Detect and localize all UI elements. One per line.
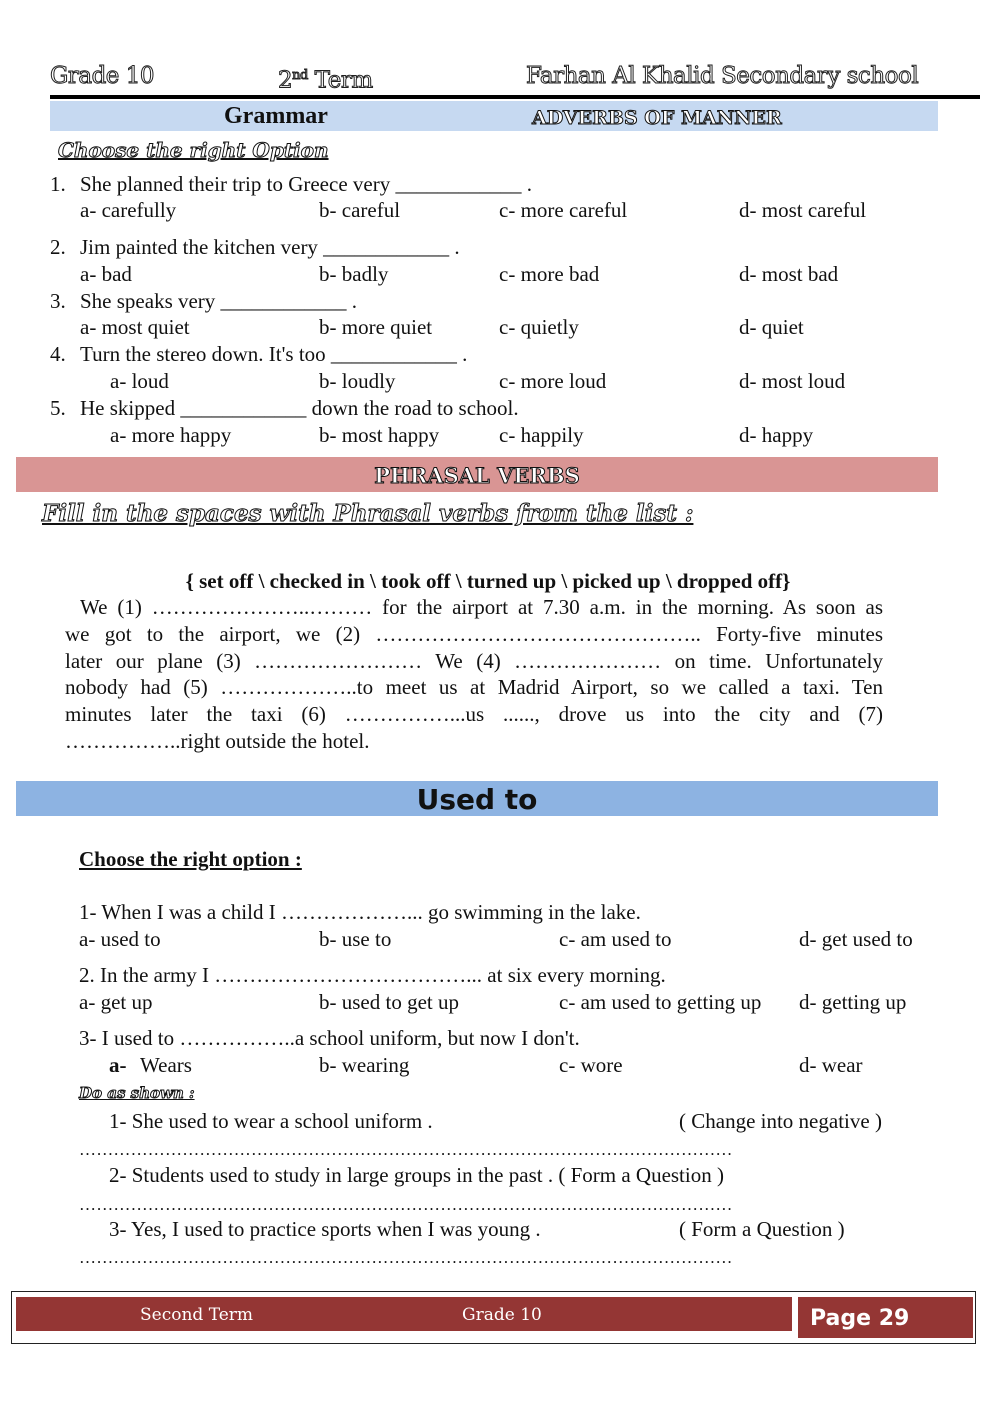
transform-item: 3- Yes, I used to practice sports when I was young . (109, 1217, 541, 1241)
paragraph-line: nobody had (5) ………………..to meet us at Madrid Airport, so we called a taxi. Ten (65, 675, 883, 700)
option-b: b- use to (319, 927, 392, 951)
option-a-label: a- (109, 1053, 127, 1077)
answer-line[interactable]: …………………………………………………………………………………………………… (79, 1140, 733, 1159)
option-d: d- most loud (739, 369, 846, 393)
paragraph-line: later our plane (3) …………………… We (4) ………………… on time. Unfortunately (65, 648, 883, 673)
option-c: c- am used to getting up (559, 990, 762, 1014)
transform-task: ( Change into negative ) (679, 1109, 882, 1133)
fill-in-paragraph (65, 594, 883, 755)
option-b: b- wearing (319, 1053, 410, 1077)
header-grade: Grade 10 (50, 63, 154, 89)
paragraph-line: ……………..right outside the hotel. (65, 728, 370, 753)
header-school: Farhan Al Khalid Secondary school (526, 63, 919, 89)
option-d: d- wear (799, 1053, 863, 1077)
option-c: c- more loud (499, 369, 607, 393)
option-c: c- happily (499, 423, 584, 447)
question-number: 1. (50, 172, 66, 196)
header-rule (50, 95, 980, 99)
option-c: c- more bad (499, 262, 600, 286)
used-to-title: Used to (416, 783, 538, 816)
transform-task: ( Form a Question ) (679, 1217, 845, 1241)
option-c: c- am used to (559, 927, 672, 951)
question-number: 3. (50, 289, 66, 313)
option-a: a- used to (79, 927, 161, 951)
section3-instruction: Choose the right option : (79, 847, 302, 871)
grammar-band (50, 101, 938, 131)
option-d: d- most bad (739, 262, 839, 286)
footer-bar (16, 1297, 792, 1331)
footer-term: Second Term (140, 1305, 254, 1325)
topic-title: ADVERBS OF MANNER (532, 107, 782, 129)
phrasal-title: PHRASAL VERBS (374, 463, 580, 488)
transform-item: 2- Students used to study in large groups in the past . ( Form a Question ) (109, 1163, 724, 1187)
option-c: c- quietly (499, 315, 579, 339)
option-a: a- loud (110, 369, 169, 393)
question-text: 3- I used to ……………..a school uniform, but now I don't. (79, 1026, 580, 1050)
phrasal-word-list: { set off \ checked in \ took off \ turned up \ picked up \ dropped off} (185, 569, 791, 593)
transform-item: 1- She used to wear a school uniform . (109, 1109, 433, 1133)
question-text: She speaks very ____________ . (80, 289, 358, 313)
question-text: Turn the stereo down. It's too ____________ . (80, 342, 468, 366)
option-a: Wears (140, 1053, 192, 1077)
grammar-title: Grammar (224, 103, 328, 129)
option-a: a- bad (80, 262, 132, 286)
option-a: a- get up (79, 990, 153, 1014)
option-d: d- getting up (799, 990, 907, 1014)
paragraph-line: we got to the airport, we (2) ……………………………………….. Forty-five minutes (65, 621, 883, 646)
question-text: 2. In the army I ………………………………... at six every morning. (79, 963, 666, 987)
question-text: She planned their trip to Greece very ____________ . (80, 172, 532, 196)
question-text: 1- When I was a child I ………………... go swimming in the lake. (79, 900, 641, 924)
option-b: b- more quiet (319, 315, 433, 339)
option-a: a- more happy (110, 423, 232, 447)
option-d: d- happy (739, 423, 814, 447)
answer-line[interactable]: …………………………………………………………………………………………………… (79, 1195, 733, 1214)
question-number: 4. (50, 342, 66, 366)
footer-grade: Grade 10 (462, 1305, 542, 1325)
option-b: b- careful (319, 198, 401, 222)
option-a: a- carefully (80, 198, 177, 222)
question-number: 2. (50, 235, 66, 259)
question-number: 5. (50, 396, 66, 420)
option-c: c- wore (559, 1053, 623, 1077)
section4-instruction: Do as shown : (79, 1084, 195, 1102)
paragraph-line: minutes later the taxi (6) ……………...us ......, drove us into the city and (7) (65, 702, 883, 727)
option-b: b- most happy (319, 423, 440, 447)
option-b: b- badly (319, 262, 389, 286)
section1-instruction: Choose the right Option (58, 138, 329, 162)
option-b: b- loudly (319, 369, 396, 393)
option-d: d- quiet (739, 315, 804, 339)
page-number: Page 29 (810, 1306, 910, 1331)
section2-instruction: Fill in the spaces with Phrasal verbs from the list : (42, 500, 694, 527)
option-a: a- most quiet (80, 315, 190, 339)
option-c: c- more careful (499, 198, 628, 222)
question-text: He skipped ____________ down the road to school. (80, 396, 519, 420)
answer-line[interactable]: …………………………………………………………………………………………………… (79, 1248, 733, 1267)
option-b: b- used to get up (319, 990, 459, 1014)
header-term: 2nd Term (278, 67, 373, 94)
option-d: d- get used to (799, 927, 913, 951)
option-d: d- most careful (739, 198, 867, 222)
question-text: Jim painted the kitchen very ____________ . (80, 235, 460, 259)
paragraph-line: We (1) …………………..……… for the airport at 7.30 a.m. in the morning. As soon as (80, 595, 883, 619)
